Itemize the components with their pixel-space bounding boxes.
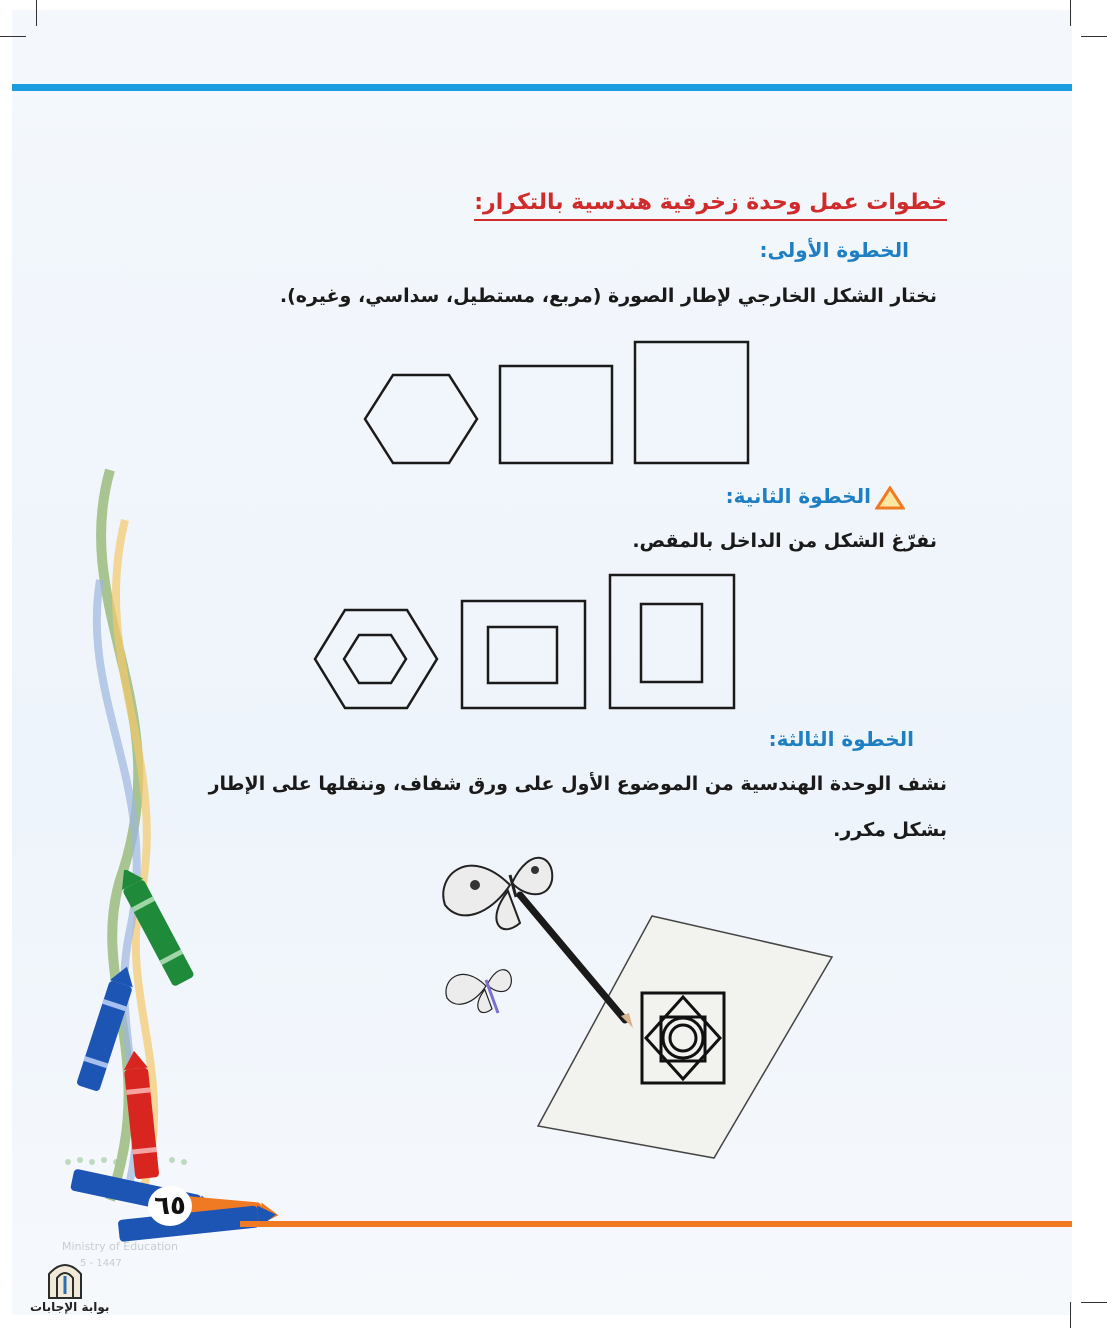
step2-title-text: الخطوة الثانية: (725, 484, 871, 508)
rectangle-shape (635, 342, 748, 463)
ministry-logo-icon (65, 1157, 187, 1165)
site-label: بوابة الإجابات (30, 1300, 110, 1314)
hexagon-inner-shape (344, 635, 406, 683)
rectangle-outer-shape (610, 575, 734, 708)
rectangle-inner-shape (641, 604, 702, 682)
square-outer-shape (462, 601, 585, 708)
ministry-text: Ministry of Education (62, 1240, 179, 1253)
step3-text-line2: بشكل مكرر. (833, 819, 947, 841)
step2-shapes (310, 570, 740, 715)
square-shape (500, 366, 612, 463)
bottom-rule (240, 1221, 1072, 1227)
tracing-paper (538, 916, 832, 1158)
step3-title: الخطوة الثالثة: (768, 727, 914, 751)
tracing-illustration (430, 825, 850, 1170)
hexagon-outer-shape (315, 610, 437, 708)
pencil-icon (520, 895, 633, 1028)
square-inner-shape (488, 627, 557, 683)
top-rule (12, 84, 1072, 91)
crop-mark (0, 36, 26, 37)
crop-mark (1070, 0, 1071, 26)
step1-title: الخطوة الأولى: (759, 238, 909, 262)
butterfly-icon (446, 970, 511, 1013)
section-heading: خطوات عمل وحدة زخرفية هندسية بالتكرار: (474, 190, 947, 221)
step2-text: نفرّغ الشكل من الداخل بالمقص. (632, 530, 937, 552)
page-number: ٦٥ (148, 1186, 192, 1226)
step3-text-line1: نشف الوحدة الهندسية من الموضوع الأول على ورق شفاف، وننقلها على الإطار (208, 773, 947, 795)
step2-title (726, 484, 905, 510)
hexagon-shape (365, 375, 477, 463)
crop-mark (1081, 36, 1107, 37)
crayons-illustration (60, 870, 300, 1290)
warning-triangle-icon (875, 486, 905, 510)
crop-mark (1081, 1302, 1107, 1303)
crayon-icon (122, 1050, 159, 1180)
ministry-year: 5 - 1447 (80, 1258, 122, 1269)
crop-mark (36, 0, 37, 26)
step1-shapes (355, 335, 755, 475)
step1-text: نختار الشكل الخارجي لإطار الصورة (مربع، مستطيل، سداسي، وغيره). (279, 285, 937, 307)
site-logo-icon (45, 1256, 85, 1300)
crop-mark (1070, 1302, 1071, 1328)
